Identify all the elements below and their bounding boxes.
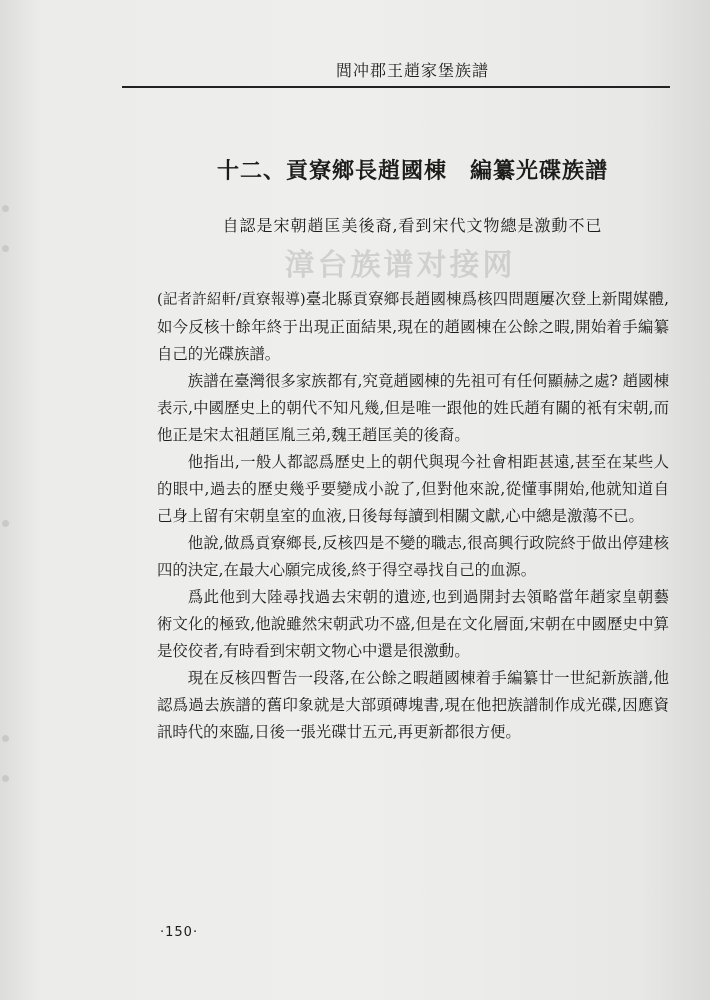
header-rule xyxy=(122,86,670,88)
watermark: 漳台族谱对接网 xyxy=(284,248,516,283)
paragraph: 他說,做爲貢寮鄉長,反核四是不變的職志,很高興行政院終于做出停建核四的決定,在最大心願完成後,終于得空尋找自己的血源。 xyxy=(157,534,669,579)
article-body xyxy=(157,286,669,746)
punch-hole xyxy=(2,775,9,782)
byline: (記者許紹軒/貢寮報導) xyxy=(157,292,306,308)
running-header: 閭冲郡王趙家堡族譜 xyxy=(335,61,489,80)
punch-hole xyxy=(2,735,9,742)
article-title: 十二、貢寮鄉長趙國棟 編纂光碟族譜 xyxy=(216,158,608,184)
paragraph: 他指出,一般人都認爲歷史上的朝代與現今社會相距甚遠,甚至在某些人的眼中,過去的歷史幾乎要變成小說了,但對他來說,從懂事開始,他就知道自己身上留有宋朝皇室的血液,日後每每讀到相關文獻,心中總是激蕩不已。 xyxy=(157,453,669,525)
article-subtitle: 自認是宋朝趙匡美後裔,看到宋代文物總是激動不已 xyxy=(222,216,603,235)
paragraph: 現在反核四暫告一段落,在公餘之暇趙國棟着手編纂廿一世紀新族譜,他認爲過去族譜的舊印象就是大部頭磚塊書,現在他把族譜制作成光碟,因應資訊時代的來臨,日後一張光碟廿五元,再更新都很方便。 xyxy=(157,669,669,741)
punch-hole xyxy=(2,245,9,252)
paragraph: 爲此他到大陸尋找過去宋朝的遺迹,也到過開封去領略當年趙家皇朝藝術文化的極致,他說雖然宋朝武功不盛,但是在文化層面,宋朝在中國歷史中算是佼佼者,有時看到宋朝文物心中還是很激動。 xyxy=(157,588,669,660)
paragraph-text: 臺北縣貢寮鄉長趙國棟爲核四問題屢次登上新聞媒體,如今反核十餘年終于出現正面結果,現在的趙國棟在公餘之暇,開始着手編纂自己的光碟族譜。 xyxy=(157,290,669,363)
paragraph: 族譜在臺灣很多家族都有,究竟趙國棟的先祖可有任何顯赫之處? 趙國棟表示,中國歷史上的朝代不知凡幾,但是唯一跟他的姓氏趙有關的衹有宋朝,而他正是宋太祖趙匡胤三弟,魏王趙匡美的後裔。 xyxy=(157,372,669,444)
page-number: ·150· xyxy=(160,925,199,940)
paragraph xyxy=(157,286,669,368)
punch-hole xyxy=(2,205,9,212)
punch-hole xyxy=(2,520,9,527)
